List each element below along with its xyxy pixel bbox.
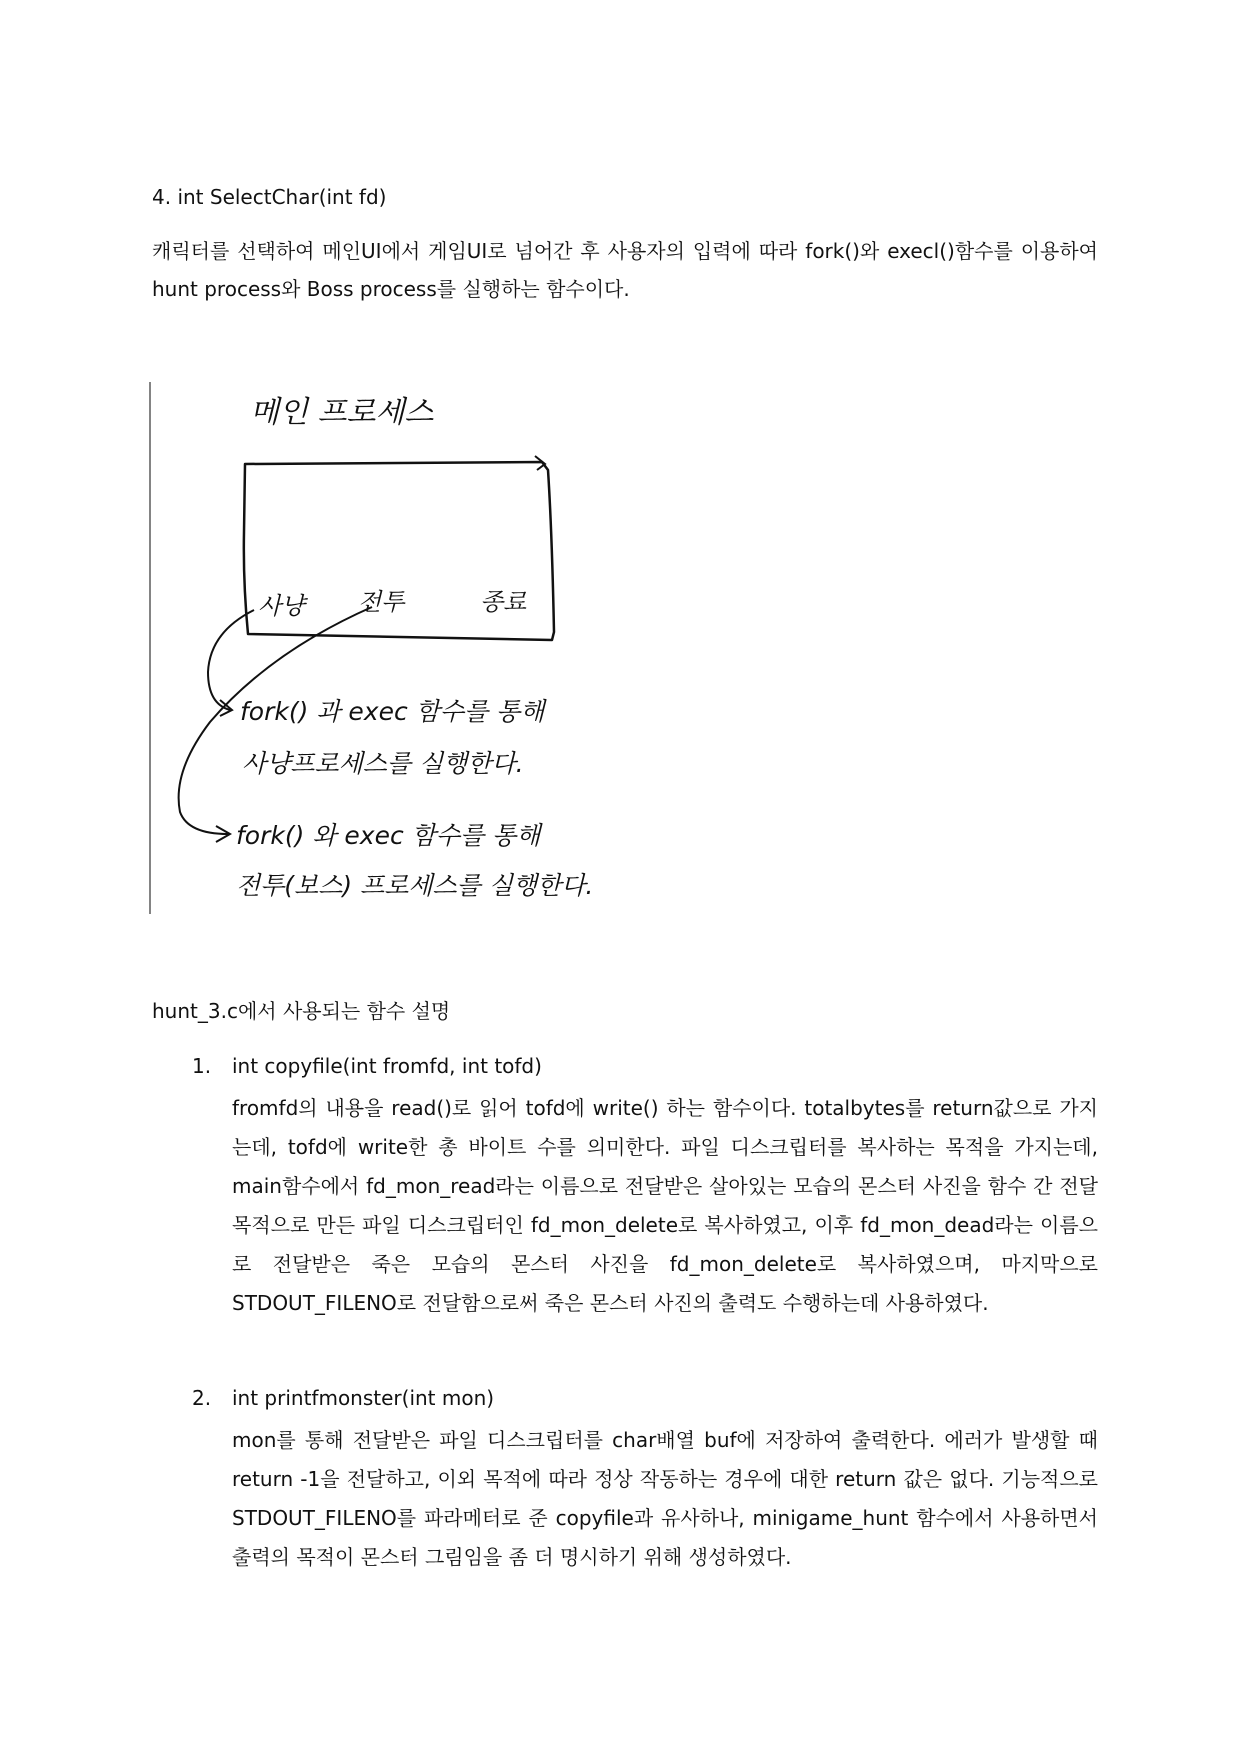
box-label-hunt: 사냥 bbox=[258, 592, 305, 620]
note2-line2: 전투(보스) 프로세스를 실행한다. bbox=[236, 871, 594, 900]
hand-drawn-diagram bbox=[150, 382, 610, 922]
box-label-battle: 전투 bbox=[358, 588, 405, 616]
note2-line1: fork() 와 exec 함수를 통해 bbox=[236, 821, 541, 850]
diagram-svg bbox=[150, 382, 610, 922]
item-number: 2. bbox=[192, 1386, 212, 1410]
note1-line1: fork() 과 exec 함수를 통해 bbox=[240, 697, 545, 726]
item-number: 1. bbox=[192, 1054, 212, 1078]
item-description: mon를 통해 전달받은 파일 디스크립터를 char배열 buf에 저장하여 출력한다. 에러가 발생할 때 return -1을 전달하고, 이외 목적에 따라 정상 작동하는 경우에 대한 return 값은 없다. 기능적으로 STDOUT_FILENO를 파라메터로 준 copyfile과 유사하나, minigame_hunt 함수에서 사용하면서 출력의 목적이 몬스터 그림임을 좀 더 명시하기 위해 생성하였다. bbox=[232, 1428, 1098, 1569]
function-heading: 4. int SelectChar(int fd) bbox=[152, 185, 387, 209]
item-signature: int copyfile(int fromfd, int tofd) bbox=[232, 1054, 542, 1078]
item-signature: int printfmonster(int mon) bbox=[232, 1386, 495, 1410]
section-title: hunt_3.c에서 사용되는 함수 설명 bbox=[152, 999, 451, 1023]
diagram-title: 메인 프로세스 bbox=[250, 395, 434, 430]
note1-line2: 사냥프로세스를 실행한다. bbox=[242, 749, 524, 778]
intro-paragraph: 캐릭터를 선택하여 메인UI에서 게임UI로 넘어간 후 사용자의 입력에 따라 fork()와 execl()함수를 이용하여 hunt process와 Boss process를 실행하는 함수이다. bbox=[152, 239, 1098, 301]
item-description: fromfd의 내용을 read()로 읽어 tofd에 write() 하는 함수이다. totalbytes를 return값으로 가지는데, tofd에 write한 총 바이트 수를 의미한다. 파일 디스크립터를 복사하는 목적을 가지는데, main함수에서 fd_mon_read라는 이름으로 전달받은 살아있는 모습의 몬스터 사진을 함수 간 전달 목적으로 만든 파일 디스크립터인 fd_mon_delete로 복사하였고, 이후 fd_mon_dead라는 이름으로 전달받은 죽은 모습의 몬스터 사진을 fd_mon_delete로 복사하였으며, 마지막으로 STDOUT_FILENO로 전달함으로써 죽은 몬스터 사진의 출력도 수행하는데 사용하였다. bbox=[232, 1096, 1098, 1315]
box-label-exit: 종료 bbox=[480, 588, 527, 616]
